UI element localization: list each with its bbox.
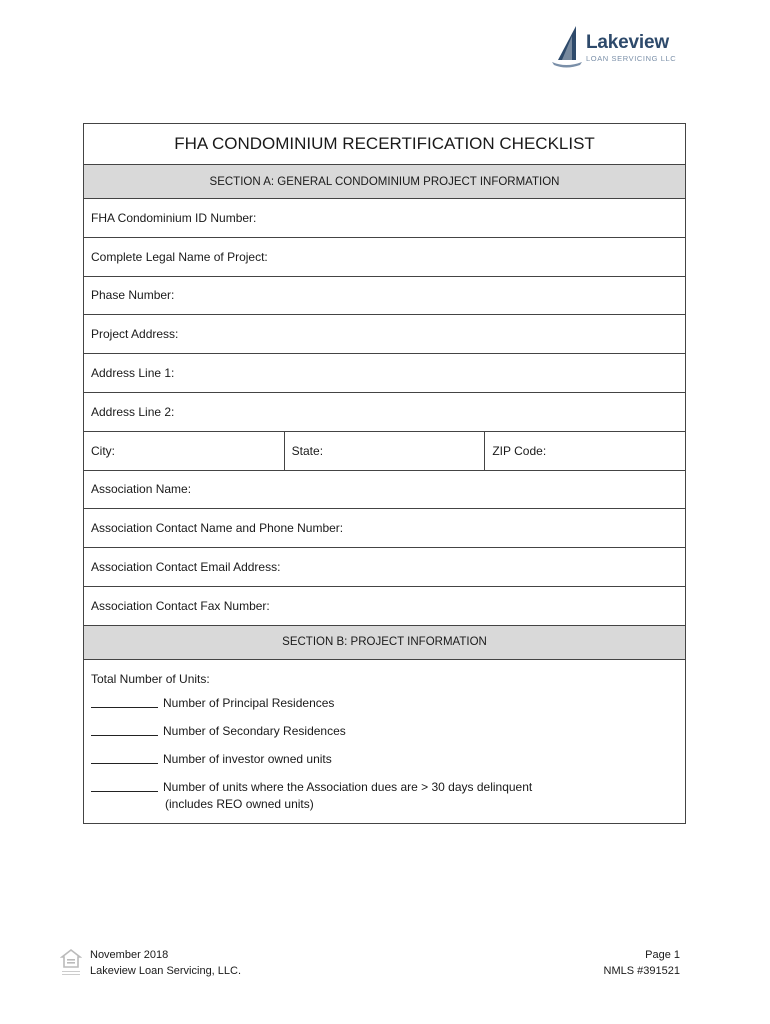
principal-residences-line — [91, 695, 678, 712]
field-label: Association Name: — [91, 482, 192, 497]
footer-date: November 2018 — [90, 949, 169, 961]
field-label: ZIP Code: — [492, 443, 547, 458]
unit-label: Number of investor owned units — [163, 751, 332, 766]
footer-company: Lakeview Loan Servicing, LLC. — [90, 965, 242, 977]
unit-label: Number of Secondary Residences — [163, 723, 346, 738]
association-email-field[interactable] — [84, 548, 685, 587]
zip-code-field[interactable] — [485, 432, 685, 470]
equal-housing-opportunity-icon — [60, 948, 82, 978]
field-label: State: — [291, 443, 324, 458]
address-line-2-field[interactable] — [84, 393, 685, 432]
state-field[interactable] — [285, 432, 486, 470]
association-contact-field[interactable] — [84, 509, 685, 548]
unit-label-note: (includes REO owned units) — [165, 796, 314, 811]
section-a-header: SECTION A: GENERAL CONDOMINIUM PROJECT INFORMATION — [84, 165, 685, 199]
city-field[interactable] — [84, 432, 285, 470]
field-label: Address Line 1: — [91, 366, 175, 381]
section-b-header: SECTION B: PROJECT INFORMATION — [84, 626, 685, 660]
association-name-field[interactable] — [84, 471, 685, 510]
condo-id-field[interactable] — [84, 199, 685, 238]
field-label: Project Address: — [91, 327, 179, 342]
logo-name: Lakeview — [586, 32, 669, 53]
footer-left — [90, 947, 241, 979]
field-label: Phase Number: — [91, 288, 175, 303]
field-label: FHA Condominium ID Number: — [91, 210, 257, 225]
project-address-field[interactable] — [84, 315, 685, 354]
field-label: Association Contact Fax Number: — [91, 598, 270, 613]
field-label: Association Contact Email Address: — [91, 560, 281, 575]
secondary-residences-blank[interactable] — [91, 723, 158, 736]
investor-owned-line — [91, 751, 678, 768]
unit-label: Number of units where the Association dues are > 30 days delinquent — [163, 779, 533, 794]
delinquent-units-blank[interactable] — [91, 779, 158, 792]
total-units-label: Total Number of Units: — [91, 671, 210, 686]
form-title: FHA CONDOMINIUM RECERTIFICATION CHECKLIST — [84, 124, 685, 165]
sailboat-icon — [550, 24, 584, 68]
checklist-form — [83, 123, 686, 824]
association-fax-field[interactable] — [84, 587, 685, 626]
city-state-zip-row — [84, 432, 685, 471]
address-line-1-field[interactable] — [84, 354, 685, 393]
field-label: Complete Legal Name of Project: — [91, 249, 268, 264]
investor-owned-blank[interactable] — [91, 751, 158, 764]
delinquent-units-line — [91, 779, 678, 813]
page-number: Page 1 — [645, 949, 680, 961]
company-logo — [550, 24, 680, 68]
units-block — [84, 660, 685, 823]
field-label: Association Contact Name and Phone Number: — [91, 521, 344, 536]
phase-number-field[interactable] — [84, 277, 685, 316]
logo-subtitle: LOAN SERVICING LLC — [586, 54, 677, 63]
field-label: City: — [91, 443, 115, 458]
unit-label: Number of Principal Residences — [163, 695, 335, 710]
nmls-number: NMLS #391521 — [603, 965, 680, 977]
principal-residences-blank[interactable] — [91, 695, 158, 708]
field-label: Address Line 2: — [91, 404, 175, 419]
legal-name-field[interactable] — [84, 238, 685, 277]
secondary-residences-line — [91, 723, 678, 740]
footer-right — [604, 947, 680, 979]
unit-label-group — [163, 779, 532, 813]
